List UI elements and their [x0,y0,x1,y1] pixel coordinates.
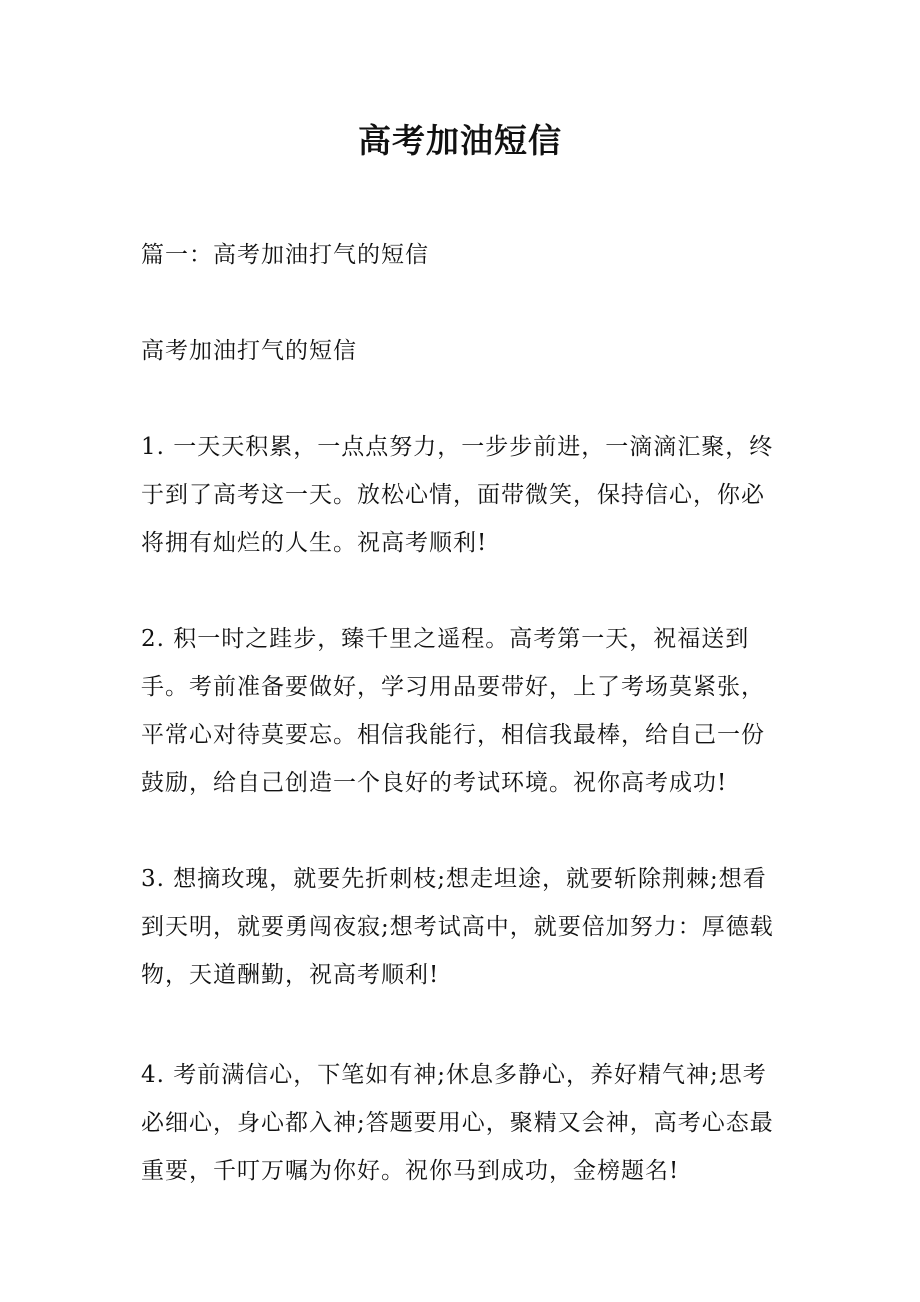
section-heading: 篇一：高考加油打气的短信 [141,242,429,268]
sub-heading: 高考加油打气的短信 [141,338,357,364]
paragraph-1: 1. 一天天积累，一点点努力，一步步前进，一滴滴汇聚，终于到了高考这一天。放松心情，面带微笑，保持信心，你必将拥有灿烂的人生。祝高考顺利! [141,434,774,556]
paragraph-2: 2. 积一时之跬步，臻千里之遥程。高考第一天，祝福送到手。考前准备要做好，学习用品要带好，上了考场莫紧张，平常心对待莫要忘。相信我能行，相信我最棒，给自己一份鼓励，给自己创造一个良好的考试环境。祝你高考成功! [141,626,765,796]
paragraph-4: 4. 考前满信心，下笔如有神;休息多静心，养好精气神;思考必细心，身心都入神;答题要用心，聚精又会神，高考心态最重要，千叮万嘱为你好。祝你马到成功，金榜题名! [141,1062,774,1184]
paragraph-3: 3. 想摘玫瑰，就要先折刺枝;想走坦途，就要斩除荆棘;想看到天明，就要勇闯夜寂;想考试高中，就要倍加努力：厚德载物，天道酬勤，祝高考顺利! [141,866,774,988]
document-title: 高考加油短信 [358,121,562,160]
